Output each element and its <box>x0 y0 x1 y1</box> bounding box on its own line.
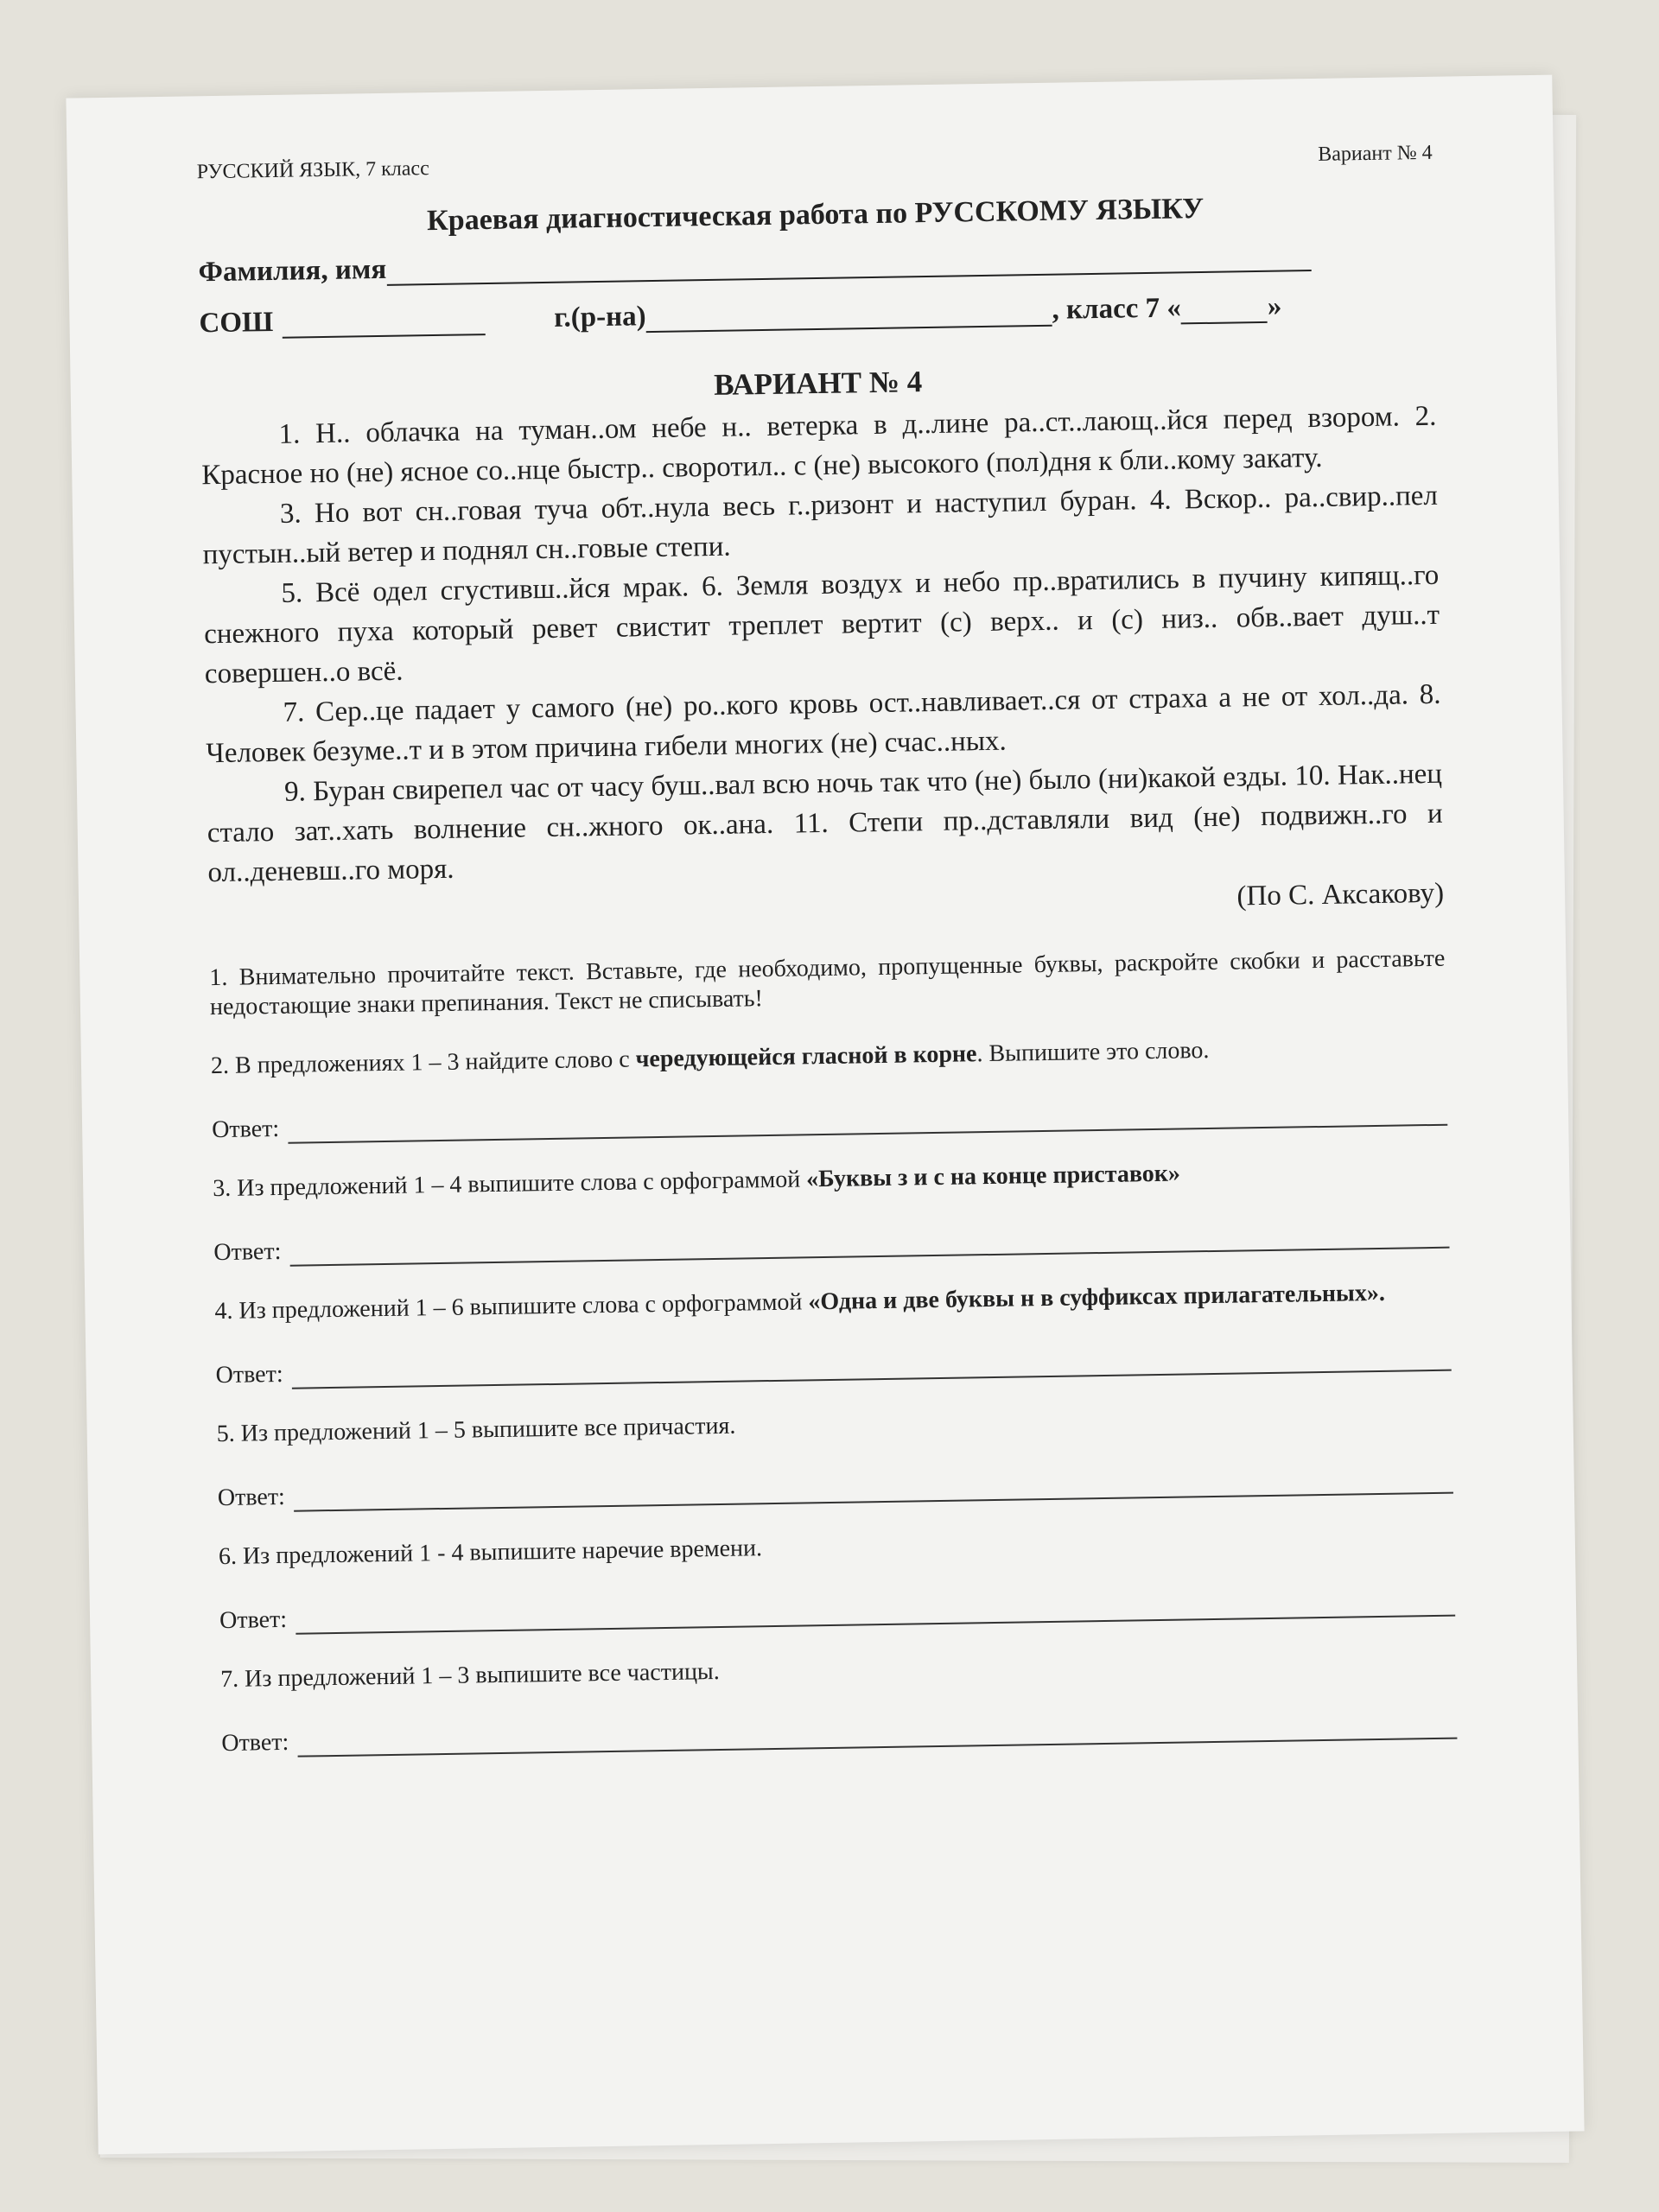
answer-row-4 <box>215 1342 1451 1390</box>
answer-field-7[interactable] <box>297 1719 1457 1758</box>
passage-paragraph: 1. Н.. облачка на туман..ом небе н.. ветерка в д..лине ра..ст..лающ..йся перед взором. 2. Красное но (не) ясное со..нце быстр.. своротил.. с (не) высокого (пол)дня к бли..кому закату. <box>201 400 1437 492</box>
answer-field-3[interactable] <box>289 1228 1449 1267</box>
sheet-content <box>197 142 1458 1758</box>
answer-row-5 <box>218 1465 1453 1513</box>
task-7: 7. Из предложений 1 – 3 выпишите все частицы. <box>219 1658 720 1694</box>
answer-field-5[interactable] <box>294 1473 1453 1512</box>
answer-label: Ответ: <box>211 1115 280 1144</box>
task-3 <box>213 1155 1448 1204</box>
task-2 <box>211 1033 1446 1081</box>
variant-heading: ВАРИАНТ № 4 <box>713 365 923 402</box>
answer-label: Ответ: <box>215 1360 283 1389</box>
city-field[interactable] <box>645 302 1052 333</box>
passage-paragraph: 3. Но вот сн..говая туча обт..нула весь г..ризонт и наступил буран. 4. Вскор.. ра..свир..пел пустын..ый ветер и поднял сн..говые степи. <box>202 480 1439 571</box>
task-4 <box>214 1278 1450 1326</box>
answer-label: Ответ: <box>213 1237 282 1267</box>
answer-row-6 <box>219 1587 1455 1636</box>
task-1: 1. Внимательно прочитайте текст. Вставьте, где необходимо, пропущенные буквы, раскройте скобки и расставьте недостающие знаки препинания. Текст не списывать! <box>209 944 1446 1021</box>
exam-sheet <box>66 75 1584 2155</box>
passage-author: (По С. Аксакову) <box>1236 877 1445 912</box>
task-3-emphasis: «Буквы з и с на конце приставок» <box>805 1160 1181 1193</box>
name-label: Фамилия, имя <box>198 253 387 289</box>
school-field[interactable] <box>282 311 485 339</box>
name-field[interactable] <box>386 247 1311 286</box>
name-row <box>198 238 1433 289</box>
task-2-emphasis: чередующейся гласной в корне <box>635 1040 977 1073</box>
city-label: г.(р-на) <box>553 301 646 334</box>
task-5: 5. Из предложений 1 – 5 выпишите все причастия. <box>216 1412 736 1448</box>
task-2-text: 2. В предложениях 1 – 3 найдите слово с <box>210 1046 636 1080</box>
header-row <box>197 142 1433 184</box>
answer-field-6[interactable] <box>296 1596 1455 1635</box>
passage-paragraph: 7. Сер..це падает у самого (не) ро..кого кровь ост..навливает..ся от страха а не от хол..да. 8. Человек безуме..т и в этом причина гибели многих (не) счас..ных. <box>206 678 1441 770</box>
answer-label: Ответ: <box>221 1728 289 1758</box>
task-3-text: 3. Из предложений 1 – 4 выпишите слова с орфограммой <box>213 1166 807 1203</box>
answer-field-2[interactable] <box>288 1105 1447 1144</box>
answer-field-4[interactable] <box>292 1351 1452 1389</box>
page-title: Краевая диагностическая работа по РУССКОМУ ЯЗЫКУ <box>426 192 1205 238</box>
task-2-text-end: . Выпишите это слово. <box>976 1037 1210 1068</box>
class-field[interactable] <box>1181 299 1268 325</box>
task-list <box>209 944 1457 1758</box>
variant-label: Вариант № 4 <box>1318 141 1433 166</box>
subject-label: РУССКИЙ ЯЗЫК, 7 класс <box>196 157 429 184</box>
answer-label: Ответ: <box>219 1605 288 1635</box>
task-4-emphasis: «Одна и две буквы н в суффиксах прилагательных». <box>808 1279 1386 1316</box>
answer-row-2 <box>212 1096 1447 1145</box>
school-label: СОШ <box>199 306 274 340</box>
passage-paragraph: 5. Всё одел сгустивш..йся мрак. 6. Земля воздух и небо пр..вратились в пучину кипящ..го снежного пуха который ревет свистит треплет вертит (с) верх.. и (с) низ.. обв..вает душ..т совершен..о всё. <box>203 559 1440 690</box>
answer-row-3 <box>213 1219 1449 1268</box>
class-close-quote: » <box>1267 290 1282 322</box>
class-label: , класс 7 « <box>1052 292 1182 326</box>
passage-text <box>200 397 1443 893</box>
task-6: 6. Из предложений 1 - 4 выпишите наречие времени. <box>218 1535 763 1571</box>
answer-label: Ответ: <box>217 1483 286 1512</box>
answer-row-7 <box>221 1710 1457 1758</box>
passage-paragraph: 9. Буран свирепел час от часу буш..вал всю ночь так что (не) было (ни)какой езды. 10. Нак..нец стало зат..хать волнение сн..жного ок..ана. 11. Степи пр..дставляли вид (не) подвижн..го и ол..деневш..го моря. <box>207 758 1443 889</box>
task-4-text: 4. Из предложений 1 – 6 выпишите слова с орфограммой <box>214 1288 809 1325</box>
school-row <box>199 289 1434 340</box>
